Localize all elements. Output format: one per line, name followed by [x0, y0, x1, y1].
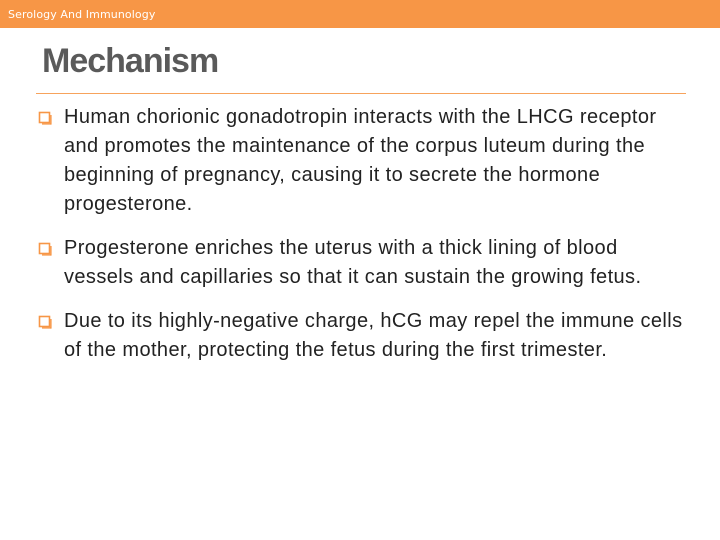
list-item	[38, 307, 688, 365]
list-item	[38, 103, 688, 219]
course-title: Serology And Immunology	[8, 7, 156, 21]
header-bar	[0, 0, 720, 28]
list-item	[38, 234, 688, 292]
bullet-text: Human chorionic gonadotropin interacts with the LHCG receptor and promotes the maintenance of the corpus luteum during the beginning of pregnancy, causing it to secrete the hormone progesterone.	[64, 106, 657, 215]
slide-title: Mechanism	[42, 42, 219, 80]
hollow-square-bullet-icon	[38, 307, 64, 336]
hollow-square-bullet-icon	[38, 234, 64, 263]
bullet-text: Progesterone enriches the uterus with a thick lining of blood vessels and capillaries so that it can sustain the growing fetus.	[64, 237, 642, 288]
title-divider	[36, 93, 686, 94]
bullet-list	[38, 103, 688, 380]
bullet-text: Due to its highly-negative charge, hCG may repel the immune cells of the mother, protecting the fetus during the first trimester.	[64, 310, 683, 361]
hollow-square-bullet-icon	[38, 103, 64, 132]
